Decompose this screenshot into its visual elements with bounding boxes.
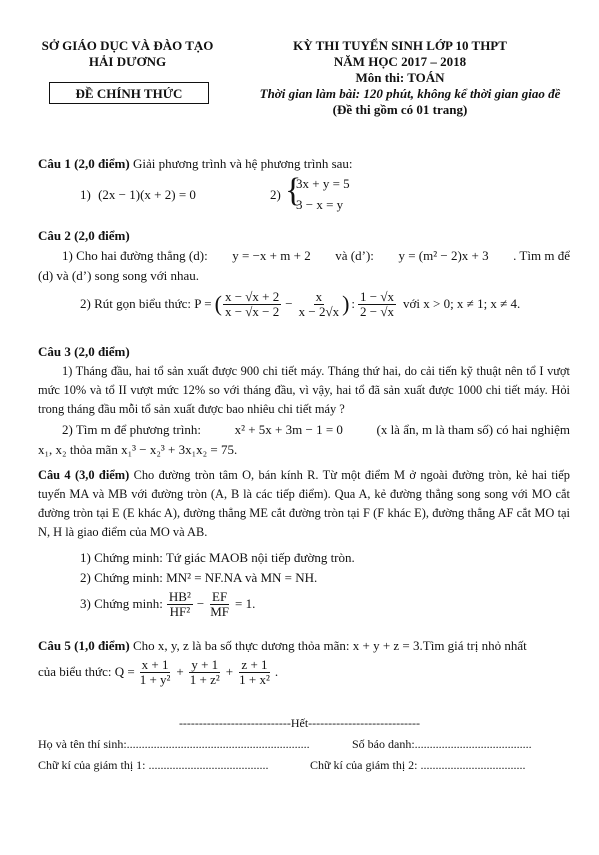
- supervisor-2-signature: Chữ kí của giám thị 2: ...................................: [310, 758, 526, 772]
- q2-part2-condition: với x > 0; x ≠ 1; x ≠ 4.: [403, 296, 521, 312]
- question-2-title: Câu 2 (2,0 điểm): [38, 228, 130, 243]
- q2-part1-text: 1) Cho hai đường thẳng (d):: [62, 248, 208, 263]
- q4-fraction-2-denominator: MF: [210, 603, 229, 619]
- q4-part3: [80, 590, 255, 618]
- plus-sign: +: [176, 664, 184, 680]
- q1-part1-label: 1): [80, 187, 91, 202]
- q3-part2: [62, 422, 570, 438]
- q4-fraction-2-numerator: EF: [212, 589, 228, 604]
- q3-equation: x² + 5x + 3m − 1 = 0: [234, 422, 343, 437]
- system-brace: {: [285, 172, 302, 209]
- minus-sign: −: [285, 296, 293, 312]
- q2-part1-mid: và (d’):: [335, 248, 374, 263]
- plus-sign: +: [225, 664, 234, 680]
- question-4-title: Câu 4 (3,0 điểm): [38, 468, 130, 482]
- fraction-1-numerator: x − √x + 2: [224, 289, 280, 304]
- fraction-2-numerator: x: [315, 289, 323, 304]
- q5-fraction-1-denominator: 1 + y²: [139, 671, 171, 687]
- fraction-3-numerator: 1 − √x: [360, 289, 394, 304]
- fraction-2: [297, 290, 341, 318]
- q2-part1: [62, 248, 570, 264]
- q2-part2: [80, 290, 520, 318]
- q4-fraction-1-numerator: HB²: [168, 589, 191, 604]
- q2-part1-line2: (d) và (d’) song song với nhau.: [38, 268, 200, 283]
- q4-fraction-1-denominator: HF²: [169, 603, 191, 619]
- fraction-1: [223, 290, 281, 318]
- q5-fraction-2-denominator: 1 + z²: [189, 671, 220, 687]
- q4-part3-end: = 1.: [235, 596, 256, 612]
- question-3-title: Câu 3 (2,0 điểm): [38, 344, 130, 359]
- q3-part2-text-end: (x là ẩn, m là tham số) có hai nghiệm: [376, 422, 570, 437]
- q4-fraction-2: [208, 590, 231, 618]
- fraction-1-denominator: x − √x − 2: [224, 303, 280, 319]
- province-name: HẢI DƯƠNG: [88, 54, 167, 69]
- question-1-text: Giải phương trình và hệ phương trình sau:: [132, 156, 353, 171]
- q2-part2-label: 2) Rút gọn biểu thức: P =: [80, 296, 212, 312]
- q3-part1: 1) Tháng đầu, hai tổ sản xuất được 900 chi tiết máy. Tháng thứ hai, do cải tiến kỹ thuật nên tổ I vượt mức 10% và tổ II vượt mức 12% so với tháng đầu, vì vậy, hai tổ đã sản xuất được 1000 chi tiết máy. Hỏi trong tháng đầu mỗi tổ sản xuất được bao nhiêu chi tiết máy ?: [38, 364, 570, 416]
- end-line: ----------------------------Hết----------------------------: [178, 716, 421, 730]
- question-4: [38, 466, 570, 542]
- q1-part2-label: 2): [270, 187, 281, 202]
- q5-fraction-1-numerator: x + 1: [141, 657, 169, 672]
- q5-end: .: [274, 664, 279, 680]
- q3-part2-text: 2) Tìm m để phương trình:: [62, 422, 201, 437]
- question-5-text-end: .Tìm giá trị nhỏ nhất: [419, 638, 527, 653]
- fraction-2-denominator: x − 2√x: [298, 303, 340, 319]
- q4-part1: 1) Chứng minh: Tứ giác MAOB nội tiếp đường tròn.: [80, 550, 355, 565]
- q1-part1-equation: (2x − 1)(x + 2) = 0: [98, 187, 196, 202]
- time-limit: Thời gian làm bài: 120 phút, không kể thời gian giao đề: [259, 86, 561, 101]
- department-name: SỞ GIÁO DỤC VÀ ĐÀO TẠO: [41, 38, 214, 53]
- official-stamp: ĐỀ CHÍNH THỨC: [49, 82, 209, 104]
- question-1-title: Câu 1 (2,0 điểm): [38, 156, 130, 171]
- exam-title: KỲ THI TUYỂN SINH LỚP 10 THPT: [293, 38, 507, 53]
- question-4-text: Cho đường tròn tâm O, bán kính R. Từ một điểm M ở ngoài đường tròn, kẻ hai tiếp tuyến MA và MB với đường tròn (A, B là các tiếp điểm). Qua A, kẻ đường thẳng song song với MO cắt đường tròn tại E (E khác A), đường thẳng ME cắt đường tròn tại F (F khác E), đường thẳng AF cắt MO tại N, H là giao điểm của MO và AB.: [38, 468, 571, 539]
- question-5-title: Câu 5 (1,0 điểm): [38, 638, 130, 653]
- fraction-3: [358, 290, 396, 318]
- open-paren: (: [214, 291, 222, 317]
- fraction-3-denominator: 2 − √x: [360, 303, 394, 319]
- q5-fraction-2-numerator: y + 1: [191, 657, 219, 672]
- candidate-name-field: Họ và tên thí sinh:.............................................................: [38, 737, 310, 751]
- question-1: [38, 156, 353, 172]
- pages-note: (Đề thi gồm có 01 trang): [332, 102, 468, 117]
- q3-part2-line2-text: x₁, x₂ thỏa mãn: [38, 442, 118, 457]
- q5-condition: x + y + z = 3: [352, 638, 420, 653]
- q4-part3-label: 3) Chứng minh:: [80, 596, 163, 612]
- close-paren: ): [342, 291, 350, 317]
- q3-condition-equation: x₁³ − x₂³ + 3x₁x₂ = 75.: [121, 442, 238, 457]
- q4-fraction-1: [167, 590, 193, 618]
- q5-fraction-3: [237, 658, 272, 686]
- q2-part1-end: . Tìm m để: [513, 248, 570, 263]
- candidate-number-field: Số báo danh:.......................................: [352, 737, 532, 751]
- line-d-equation: y = −x + m + 2: [232, 248, 311, 263]
- school-year: NĂM HỌC 2017 – 2018: [333, 54, 467, 69]
- colon-sign: :: [351, 296, 356, 312]
- q5-expression: [38, 658, 278, 686]
- q5-fraction-3-numerator: z + 1: [241, 657, 268, 672]
- q5-fraction-1: [138, 658, 173, 686]
- system-line-1: 3x + y = 5: [296, 176, 350, 191]
- q3-part2-line2: [38, 442, 237, 458]
- q4-minus-sign: −: [196, 596, 205, 612]
- question-5: [38, 638, 527, 654]
- system-line-2: 3 − x = y: [296, 197, 344, 212]
- q1-part1: [80, 187, 196, 203]
- subject: Môn thi: TOÁN: [355, 70, 445, 85]
- q5-expression-label: của biểu thức: Q =: [38, 664, 135, 680]
- q4-part2: 2) Chứng minh: MN² = NF.NA và MN = NH.: [80, 570, 318, 585]
- q5-fraction-3-denominator: 1 + x²: [239, 671, 270, 687]
- line-d2-equation: y = (m² − 2)x + 3: [398, 248, 489, 263]
- question-5-text: Cho x, y, z là ba số thực dương thỏa mãn:: [132, 638, 350, 653]
- supervisor-1-signature: Chữ kí của giám thị 1: ........................................: [38, 758, 269, 772]
- q5-fraction-2: [188, 658, 222, 686]
